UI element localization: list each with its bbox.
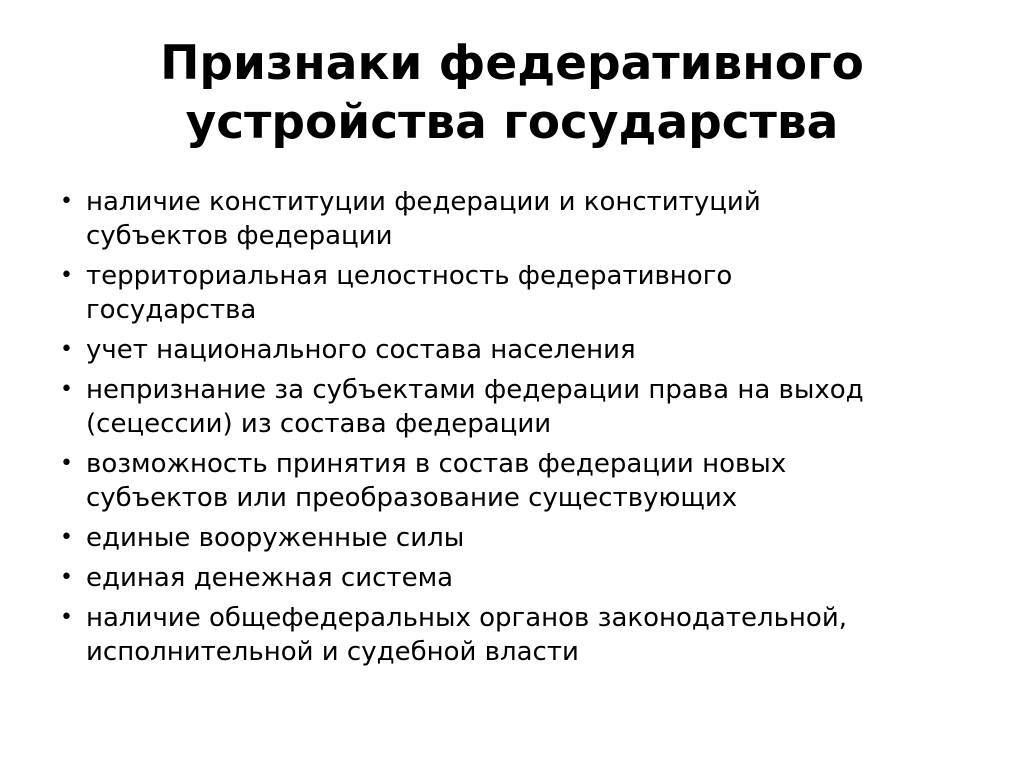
list-item [58, 561, 988, 595]
slide-title-line: Признаки федеративного [160, 36, 864, 91]
list-item [58, 601, 988, 669]
list-item-text: единая денежная система [86, 563, 454, 593]
bullet-icon: • [60, 525, 73, 550]
bullet-icon: • [60, 565, 73, 590]
slide-title [40, 34, 984, 152]
list-item-text: государства [86, 295, 257, 325]
list-item-text: возможность принятия в состав федерации новых [86, 449, 787, 479]
list-item [58, 373, 988, 441]
slide-title-line: устройства государства [185, 95, 839, 150]
bullet-icon: • [60, 451, 73, 476]
bullet-icon: • [60, 337, 73, 362]
list-item-text: учет национального состава населения [86, 335, 636, 365]
list-item-text: субъектов или преобразование существующих [86, 483, 738, 513]
list-item-text: наличие общефедеральных органов законодательной, [86, 603, 847, 633]
list-item [58, 447, 988, 515]
bullet-icon: • [60, 263, 73, 288]
list-item-text: непризнание за субъектами федерации права на выход [86, 375, 864, 405]
list-item-text: субъектов федерации [86, 221, 393, 251]
bullet-list [58, 185, 988, 675]
bullet-icon: • [60, 605, 73, 630]
bullet-icon: • [60, 189, 73, 214]
list-item [58, 185, 988, 253]
list-item [58, 259, 988, 327]
list-item [58, 521, 988, 555]
list-item-text: территориальная целостность федеративного [86, 261, 733, 291]
list-item-text: единые вооруженные силы [86, 523, 465, 553]
list-item-text: (сецессии) из состава федерации [86, 409, 552, 439]
list-item [58, 333, 988, 367]
list-item-text: исполнительной и судебной власти [86, 637, 579, 667]
bullet-icon: • [60, 377, 73, 402]
list-item-text: наличие конституции федерации и конституций [86, 187, 761, 217]
